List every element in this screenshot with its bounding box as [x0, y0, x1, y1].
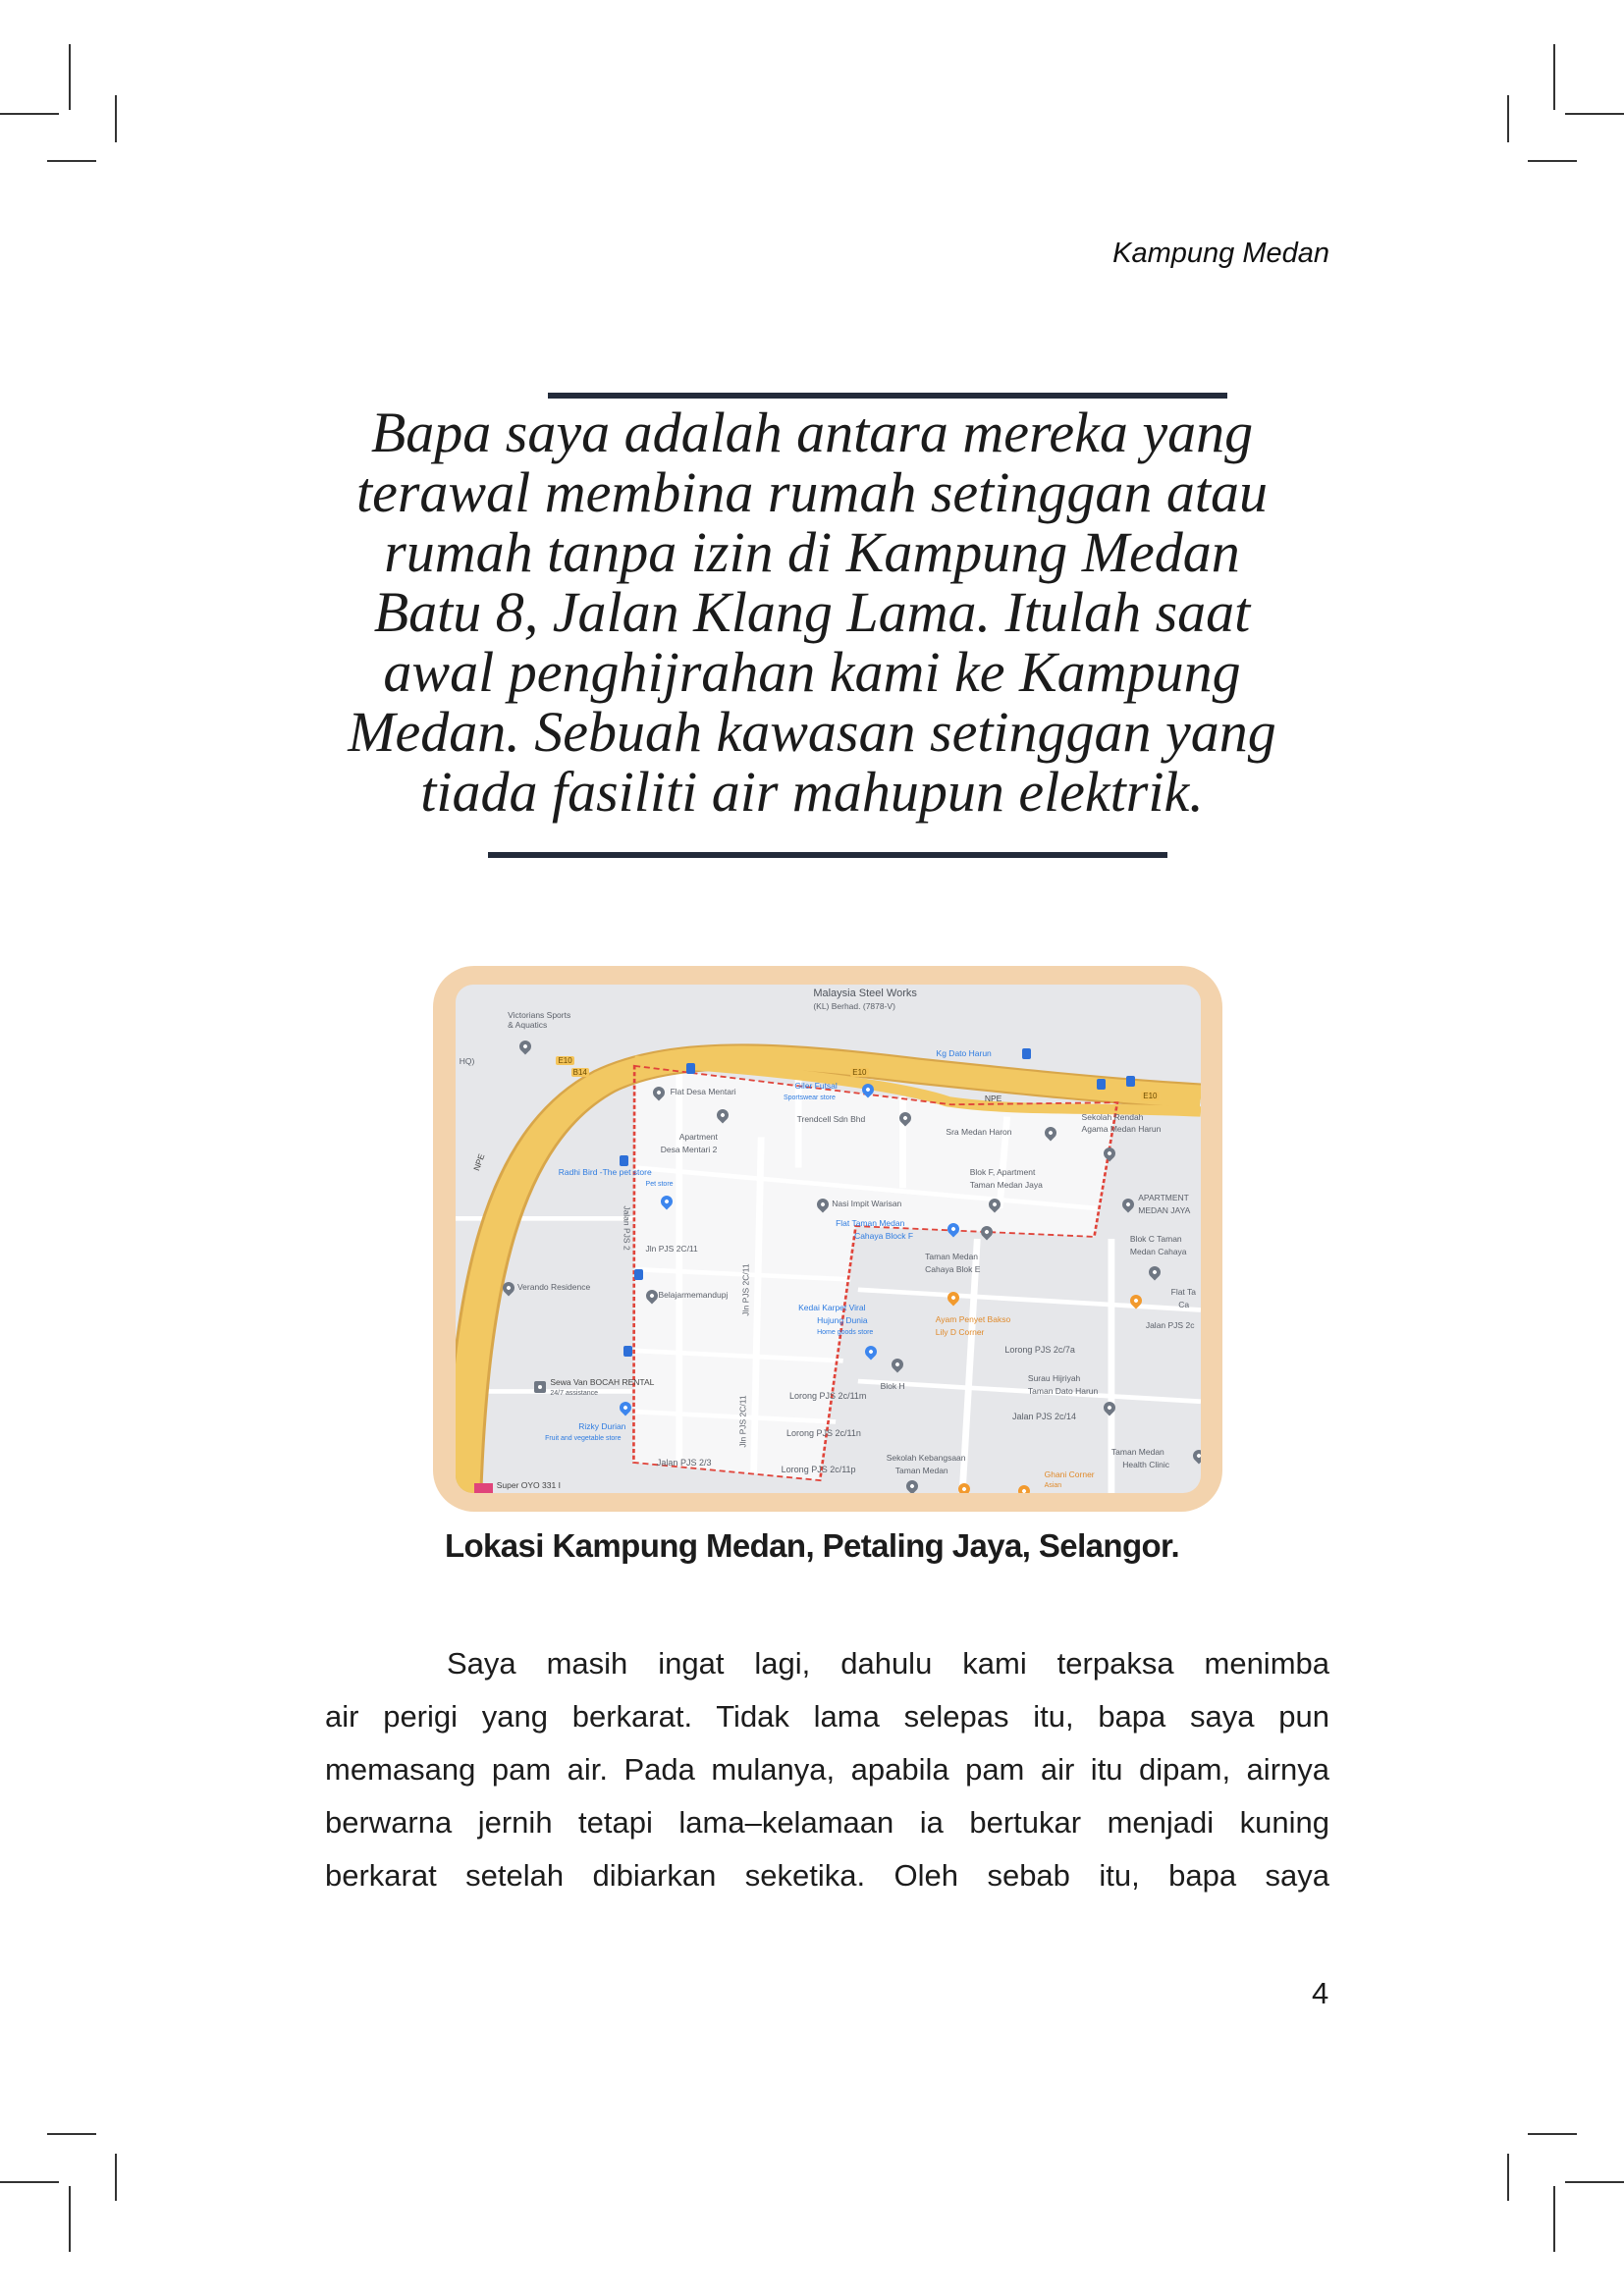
map-label: Cahaya Block F	[854, 1231, 914, 1242]
bus-stop-icon[interactable]	[620, 1155, 628, 1166]
map-label: Ca	[1178, 1300, 1190, 1310]
map-label: Sekolah Rendah	[1081, 1111, 1144, 1122]
body-line: berwarna jernih tetapi lama–kelamaan ia bertukar menjadi kuning	[325, 1805, 1329, 1840]
map-label: Flat Ta	[1170, 1287, 1196, 1298]
map-label: Flat Desa Mentari	[670, 1086, 736, 1096]
map-label: Malaysia Steel Works	[813, 988, 917, 1000]
bus-stop-icon[interactable]	[634, 1269, 643, 1280]
body-paragraph	[325, 1637, 1329, 1902]
quote-line: Bapa saya adalah antara mereka yang	[370, 400, 1254, 464]
map-label: Belajarmemandupj	[658, 1289, 729, 1300]
map-label: Agama Medan Harun	[1081, 1124, 1162, 1135]
crop-mark	[0, 113, 59, 115]
map-label: MEDAN JAYA	[1138, 1205, 1191, 1216]
map-label: Lorong PJS 2c/11m	[789, 1391, 867, 1402]
bus-stop-icon[interactable]	[686, 1063, 695, 1074]
running-head: Kampung Medan	[1112, 238, 1329, 269]
map-label: Taman Medan	[894, 1465, 948, 1475]
crop-mark	[1553, 44, 1555, 110]
map-label: Asian	[1044, 1482, 1062, 1490]
map-figure	[433, 966, 1222, 1512]
map-label: Sewa Van BOCAH RENTAL	[550, 1377, 655, 1388]
quote-line: Batu 8, Jalan Klang Lama. Itulah saat	[373, 580, 1251, 644]
map-label: Cahaya Blok E	[925, 1263, 981, 1274]
train-station-icon[interactable]	[1022, 1048, 1031, 1059]
road-shield-e10: E10	[1143, 1091, 1158, 1100]
quote-rule-bottom	[488, 852, 1167, 858]
crop-mark	[69, 2186, 71, 2252]
quote-line: rumah tanpa izin di Kampung Medan	[384, 520, 1240, 584]
map-label: Home goods store	[817, 1328, 874, 1336]
map-label: Jln PJS 2C/11	[645, 1244, 698, 1255]
map-label: Medan Cahaya	[1129, 1246, 1187, 1256]
map-image	[456, 985, 1201, 1493]
bus-stop-icon[interactable]	[1126, 1076, 1135, 1087]
map-label: & Aquatics	[508, 1020, 548, 1031]
map-label: Lorong PJS 2c/11n	[785, 1428, 861, 1439]
crop-mark	[115, 2154, 117, 2201]
road-shield-e10: E10	[558, 1055, 572, 1065]
map-label: 24/7 assistance	[550, 1390, 599, 1398]
crop-mark	[47, 2133, 96, 2135]
map-label: NPE	[471, 1152, 487, 1173]
map-label: Jalan PJS 2/3	[656, 1457, 712, 1468]
body-line: Saya masih ingat lagi, dahulu kami terpaksa menimba	[447, 1646, 1329, 1681]
map-label: Health Clinic	[1122, 1460, 1170, 1470]
map-label: Lorong PJS 2c/11p	[781, 1464, 856, 1474]
bus-stop-icon[interactable]	[1097, 1079, 1106, 1090]
map-label: Lily D Corner	[935, 1326, 985, 1337]
map-label: Blok F, Apartment	[969, 1167, 1036, 1178]
quote-line: Medan. Sebuah kawasan setinggan yang	[348, 700, 1276, 764]
map-label: Taman Dato Harun	[1027, 1385, 1099, 1396]
map-label: APARTMENT	[1138, 1193, 1189, 1203]
quote-line: tiada fasiliti air mahupun elektrik.	[420, 760, 1204, 824]
map-label: Sra Medan Haron	[946, 1127, 1012, 1138]
map-label: Taman Medan	[925, 1251, 979, 1261]
crop-mark	[1565, 113, 1624, 115]
map-label: Trendcell Sdn Bhd	[796, 1114, 866, 1125]
crop-mark	[1565, 2181, 1624, 2183]
hotel-marker-icon[interactable]	[474, 1483, 493, 1493]
map-label: Jalan PJS 2c/14	[1011, 1412, 1077, 1422]
crop-mark	[115, 95, 117, 142]
map-label: Apartment	[678, 1132, 718, 1143]
map-label: Rizky Durian	[578, 1421, 626, 1432]
crop-mark	[1528, 2133, 1577, 2135]
map-label: Victorians Sports	[508, 1009, 571, 1020]
map-label: Verando Residence	[516, 1282, 591, 1293]
map-label: Jalan PJS 2c	[1145, 1319, 1195, 1330]
map-label: Sportswear store	[783, 1095, 836, 1102]
body-line: air perigi yang berkarat. Tidak lama selepas itu, bapa saya pun	[325, 1699, 1329, 1734]
quote-line: terawal membina rumah setinggan atau	[356, 460, 1268, 524]
map-label: Taman Medan	[1110, 1447, 1164, 1458]
map-label: Lorong PJS 2c/7a	[1004, 1344, 1075, 1355]
map-label: Jln PJS 2C/11	[741, 1262, 752, 1316]
map-label: Hujung Dunia	[817, 1314, 868, 1325]
crop-mark	[1553, 2186, 1555, 2252]
body-line: berkarat setelah dibiarkan seketika. Oleh sebab itu, bapa saya	[325, 1858, 1329, 1893]
crop-mark	[1507, 95, 1509, 142]
crop-mark	[69, 44, 71, 110]
map-label: Blok C Taman	[1129, 1233, 1182, 1244]
road-shield-b14: B14	[572, 1068, 587, 1078]
quote-line: awal penghijrahan kami ke Kampung	[383, 640, 1241, 704]
map-label: Super OYO 331 I	[496, 1480, 561, 1491]
pull-quote	[295, 402, 1329, 822]
map-label: Radhi Bird -The pet store	[558, 1167, 652, 1178]
road-shield-e10: E10	[852, 1068, 867, 1078]
crop-mark	[0, 2181, 59, 2183]
map-label: Jln PJS 2C/11	[737, 1395, 748, 1448]
crop-mark	[47, 160, 96, 162]
quote-rule-top	[548, 393, 1227, 399]
map-label: Blok H	[880, 1381, 905, 1392]
map-label: (KL) Berhad. (7878-V)	[813, 1000, 895, 1011]
map-label: Giler Futsal	[794, 1081, 838, 1092]
map-label: Flat Taman Medan	[836, 1218, 905, 1229]
map-label: Nasi Impit Warisan	[832, 1198, 902, 1208]
map-label: Taman Medan Jaya	[969, 1180, 1043, 1191]
body-line: memasang pam air. Pada mulanya, apabila pam air itu dipam, airnya	[325, 1752, 1329, 1787]
map-label: NPE	[984, 1094, 1002, 1104]
map-label: Sekolah Kebangsaan	[886, 1452, 966, 1463]
map-label: Ghani Corner	[1044, 1469, 1095, 1480]
map-label: Surau Hijriyah	[1027, 1372, 1081, 1383]
figure-caption: Lokasi Kampung Medan, Petaling Jaya, Selangor.	[444, 1527, 1180, 1564]
map-label: Desa Mentari 2	[660, 1145, 718, 1155]
map-label: Jalan PJS 2	[622, 1205, 632, 1252]
map-label: Ayam Penyet Bakso	[935, 1313, 1011, 1324]
map-label: Pet store	[645, 1181, 674, 1189]
crop-mark	[1528, 160, 1577, 162]
bus-stop-icon[interactable]	[623, 1346, 632, 1357]
map-label: Kg Dato Harun	[936, 1047, 992, 1058]
map-label: HQ)	[459, 1055, 475, 1066]
van-rental-icon[interactable]	[534, 1381, 546, 1393]
map-label: Fruit and vegetable store	[545, 1435, 622, 1443]
page-number: 4	[1312, 1976, 1329, 2010]
map-label: Kedai Karpet Viral	[798, 1302, 866, 1312]
crop-mark	[1507, 2154, 1509, 2201]
